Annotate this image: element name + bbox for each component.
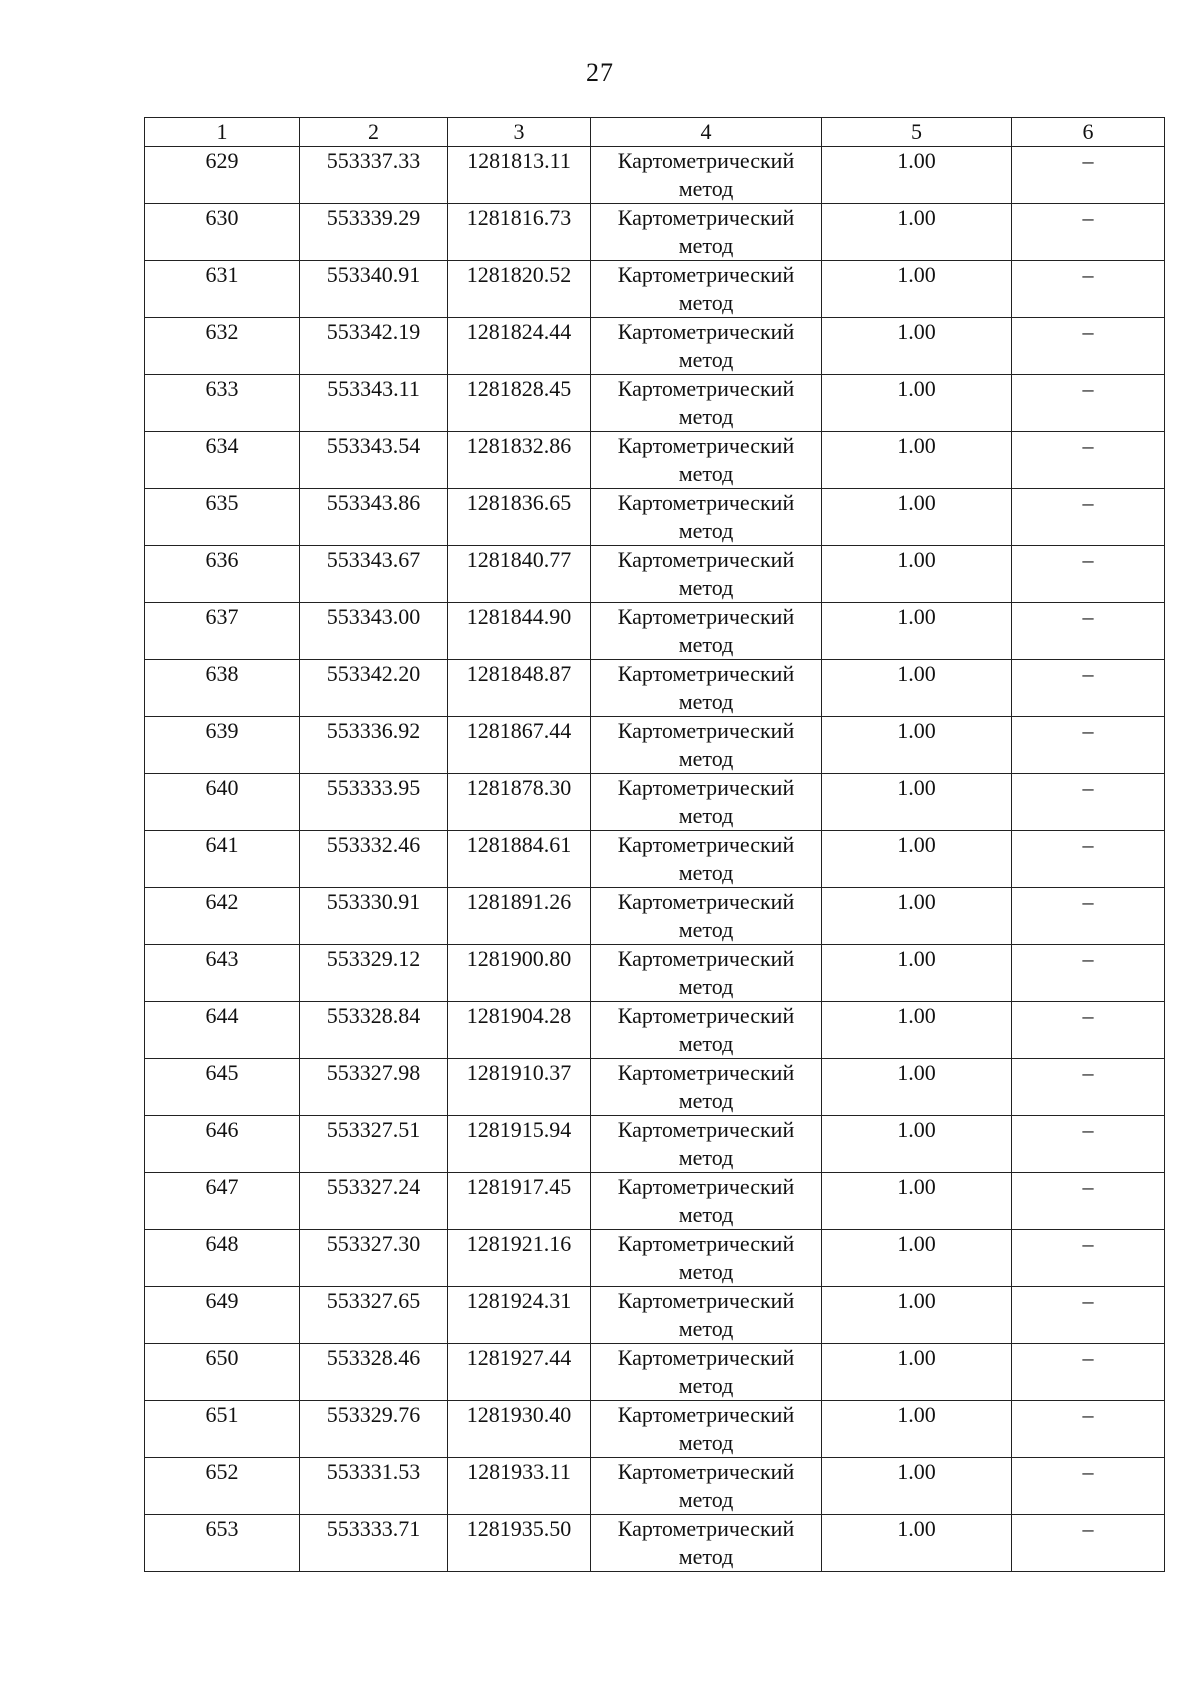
point-number-cell: 632 [145,318,300,375]
y-coordinate-cell: 1281848.87 [448,660,591,717]
note-cell: – [1012,831,1165,888]
y-coordinate-cell: 1281933.11 [448,1458,591,1515]
accuracy-cell: 1.00 [822,1059,1012,1116]
accuracy-cell: 1.00 [822,1287,1012,1344]
y-coordinate-cell: 1281828.45 [448,375,591,432]
accuracy-cell: 1.00 [822,546,1012,603]
accuracy-cell: 1.00 [822,1344,1012,1401]
table-row [145,945,1165,1002]
y-coordinate-cell: 1281910.37 [448,1059,591,1116]
note-cell: – [1012,489,1165,546]
table-row [145,546,1165,603]
note-cell: – [1012,1116,1165,1173]
table-row [145,1458,1165,1515]
point-number-cell: 637 [145,603,300,660]
x-coordinate-cell: 553330.91 [300,888,448,945]
table-row [145,1116,1165,1173]
accuracy-cell: 1.00 [822,774,1012,831]
method-cell: Картометрический метод [591,1287,822,1344]
y-coordinate-cell: 1281867.44 [448,717,591,774]
point-number-cell: 630 [145,204,300,261]
y-coordinate-cell: 1281927.44 [448,1344,591,1401]
x-coordinate-cell: 553337.33 [300,147,448,204]
accuracy-cell: 1.00 [822,1401,1012,1458]
x-coordinate-cell: 553327.65 [300,1287,448,1344]
accuracy-cell: 1.00 [822,204,1012,261]
note-cell: – [1012,1287,1165,1344]
point-number-cell: 651 [145,1401,300,1458]
y-coordinate-cell: 1281900.80 [448,945,591,1002]
point-number-cell: 648 [145,1230,300,1287]
y-coordinate-cell: 1281891.26 [448,888,591,945]
x-coordinate-cell: 553340.91 [300,261,448,318]
point-number-cell: 645 [145,1059,300,1116]
x-coordinate-cell: 553329.12 [300,945,448,1002]
note-cell: – [1012,888,1165,945]
accuracy-cell: 1.00 [822,1173,1012,1230]
x-coordinate-cell: 553343.11 [300,375,448,432]
method-cell: Картометрический метод [591,1116,822,1173]
y-coordinate-cell: 1281924.31 [448,1287,591,1344]
point-number-cell: 653 [145,1515,300,1572]
table-row [145,1002,1165,1059]
note-cell: – [1012,1458,1165,1515]
note-cell: – [1012,1059,1165,1116]
column-header-5: 5 [822,118,1012,147]
accuracy-cell: 1.00 [822,1515,1012,1572]
accuracy-cell: 1.00 [822,831,1012,888]
method-cell: Картометрический метод [591,945,822,1002]
point-number-cell: 649 [145,1287,300,1344]
column-header-2: 2 [300,118,448,147]
y-coordinate-cell: 1281824.44 [448,318,591,375]
accuracy-cell: 1.00 [822,660,1012,717]
x-coordinate-cell: 553328.84 [300,1002,448,1059]
x-coordinate-cell: 553343.67 [300,546,448,603]
point-number-cell: 644 [145,1002,300,1059]
note-cell: – [1012,660,1165,717]
table-row [145,1173,1165,1230]
method-cell: Картометрический метод [591,888,822,945]
method-cell: Картометрический метод [591,1002,822,1059]
y-coordinate-cell: 1281921.16 [448,1230,591,1287]
column-header-4: 4 [591,118,822,147]
note-cell: – [1012,432,1165,489]
column-header-3: 3 [448,118,591,147]
point-number-cell: 643 [145,945,300,1002]
x-coordinate-cell: 553342.19 [300,318,448,375]
point-number-cell: 639 [145,717,300,774]
method-cell: Картометрический метод [591,489,822,546]
column-header-6: 6 [1012,118,1165,147]
note-cell: – [1012,204,1165,261]
y-coordinate-cell: 1281935.50 [448,1515,591,1572]
accuracy-cell: 1.00 [822,147,1012,204]
column-header-1: 1 [145,118,300,147]
accuracy-cell: 1.00 [822,261,1012,318]
x-coordinate-cell: 553342.20 [300,660,448,717]
table-body [145,118,1165,1572]
accuracy-cell: 1.00 [822,603,1012,660]
y-coordinate-cell: 1281836.65 [448,489,591,546]
method-cell: Картометрический метод [591,1230,822,1287]
table-row [145,660,1165,717]
point-number-cell: 635 [145,489,300,546]
table-row [145,204,1165,261]
point-number-cell: 629 [145,147,300,204]
accuracy-cell: 1.00 [822,432,1012,489]
method-cell: Картометрический метод [591,603,822,660]
x-coordinate-cell: 553331.53 [300,1458,448,1515]
table-row [145,1287,1165,1344]
method-cell: Картометрический метод [591,1515,822,1572]
y-coordinate-cell: 1281884.61 [448,831,591,888]
note-cell: – [1012,375,1165,432]
note-cell: – [1012,546,1165,603]
note-cell: – [1012,717,1165,774]
accuracy-cell: 1.00 [822,489,1012,546]
table-row [145,432,1165,489]
point-number-cell: 646 [145,1116,300,1173]
coordinates-table [144,117,1165,1572]
table-row [145,1401,1165,1458]
point-number-cell: 634 [145,432,300,489]
table-row [145,375,1165,432]
note-cell: – [1012,774,1165,831]
x-coordinate-cell: 553336.92 [300,717,448,774]
note-cell: – [1012,945,1165,1002]
note-cell: – [1012,1344,1165,1401]
note-cell: – [1012,1401,1165,1458]
y-coordinate-cell: 1281878.30 [448,774,591,831]
accuracy-cell: 1.00 [822,888,1012,945]
point-number-cell: 636 [145,546,300,603]
method-cell: Картометрический метод [591,204,822,261]
point-number-cell: 640 [145,774,300,831]
table-row [145,831,1165,888]
y-coordinate-cell: 1281844.90 [448,603,591,660]
table-row [145,489,1165,546]
y-coordinate-cell: 1281904.28 [448,1002,591,1059]
table-row [145,888,1165,945]
x-coordinate-cell: 553328.46 [300,1344,448,1401]
x-coordinate-cell: 553343.54 [300,432,448,489]
point-number-cell: 652 [145,1458,300,1515]
accuracy-cell: 1.00 [822,375,1012,432]
accuracy-cell: 1.00 [822,1002,1012,1059]
method-cell: Картометрический метод [591,1401,822,1458]
point-number-cell: 647 [145,1173,300,1230]
method-cell: Картометрический метод [591,1344,822,1401]
table-row [145,603,1165,660]
page-number: 27 [586,58,614,87]
x-coordinate-cell: 553333.95 [300,774,448,831]
point-number-cell: 633 [145,375,300,432]
method-cell: Картометрический метод [591,774,822,831]
table-row [145,318,1165,375]
table-row [145,774,1165,831]
note-cell: – [1012,261,1165,318]
y-coordinate-cell: 1281915.94 [448,1116,591,1173]
note-cell: – [1012,1230,1165,1287]
y-coordinate-cell: 1281840.77 [448,546,591,603]
accuracy-cell: 1.00 [822,1230,1012,1287]
accuracy-cell: 1.00 [822,945,1012,1002]
accuracy-cell: 1.00 [822,1116,1012,1173]
method-cell: Картометрический метод [591,1458,822,1515]
x-coordinate-cell: 553327.51 [300,1116,448,1173]
x-coordinate-cell: 553339.29 [300,204,448,261]
point-number-cell: 641 [145,831,300,888]
accuracy-cell: 1.00 [822,717,1012,774]
method-cell: Картометрический метод [591,1059,822,1116]
note-cell: – [1012,603,1165,660]
y-coordinate-cell: 1281917.45 [448,1173,591,1230]
table-row [145,1515,1165,1572]
method-cell: Картометрический метод [591,375,822,432]
y-coordinate-cell: 1281816.73 [448,204,591,261]
method-cell: Картометрический метод [591,546,822,603]
accuracy-cell: 1.00 [822,318,1012,375]
accuracy-cell: 1.00 [822,1458,1012,1515]
table-row [145,261,1165,318]
method-cell: Картометрический метод [591,261,822,318]
table-row [145,1230,1165,1287]
y-coordinate-cell: 1281930.40 [448,1401,591,1458]
x-coordinate-cell: 553327.24 [300,1173,448,1230]
method-cell: Картометрический метод [591,432,822,489]
y-coordinate-cell: 1281820.52 [448,261,591,318]
method-cell: Картометрический метод [591,1173,822,1230]
x-coordinate-cell: 553332.46 [300,831,448,888]
x-coordinate-cell: 553343.00 [300,603,448,660]
note-cell: – [1012,318,1165,375]
x-coordinate-cell: 553327.30 [300,1230,448,1287]
x-coordinate-cell: 553329.76 [300,1401,448,1458]
x-coordinate-cell: 553343.86 [300,489,448,546]
table-row [145,717,1165,774]
point-number-cell: 642 [145,888,300,945]
point-number-cell: 650 [145,1344,300,1401]
table-row [145,1344,1165,1401]
method-cell: Картометрический метод [591,318,822,375]
note-cell: – [1012,1002,1165,1059]
x-coordinate-cell: 553333.71 [300,1515,448,1572]
table-row [145,1059,1165,1116]
method-cell: Картометрический метод [591,147,822,204]
method-cell: Картометрический метод [591,831,822,888]
note-cell: – [1012,1515,1165,1572]
table-header-row [145,118,1165,147]
note-cell: – [1012,147,1165,204]
x-coordinate-cell: 553327.98 [300,1059,448,1116]
method-cell: Картометрический метод [591,717,822,774]
point-number-cell: 631 [145,261,300,318]
note-cell: – [1012,1173,1165,1230]
y-coordinate-cell: 1281813.11 [448,147,591,204]
table-row [145,147,1165,204]
y-coordinate-cell: 1281832.86 [448,432,591,489]
point-number-cell: 638 [145,660,300,717]
method-cell: Картометрический метод [591,660,822,717]
